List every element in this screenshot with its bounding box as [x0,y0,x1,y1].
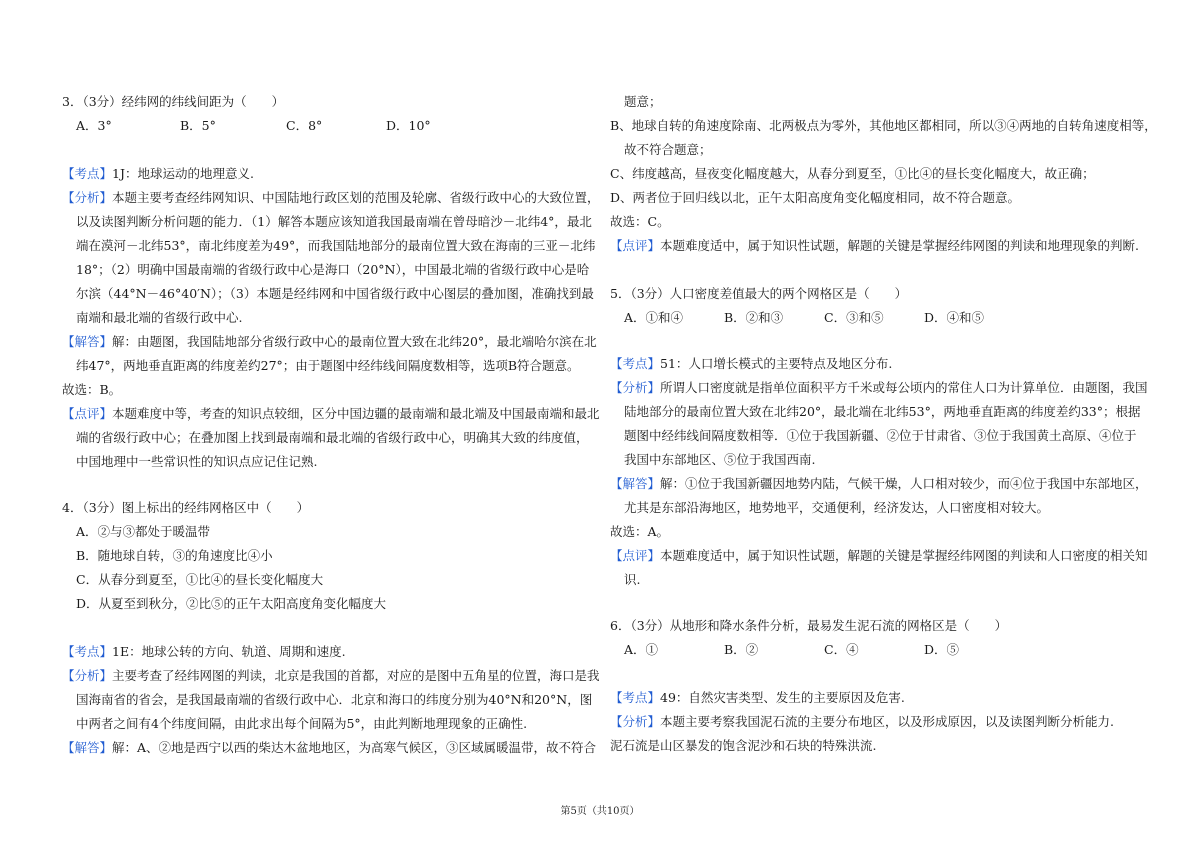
option-a: A．②与③都处于暖温带 [76,524,211,539]
option-c: C．从春分到夏至，①比④的昼长变化幅度大 [76,572,324,587]
q4-fenxi-line: 中两者之间有4个纬度间隔，由此求出每个间隔为5°，由此判断地理现象的正确性. [76,716,528,731]
q5-dianping-line: 【点评】本题难度适中，属于知识性试题，解题的关键是掌握经纬网图的判读和人口密度的相关知 [610,548,1148,563]
option-b: B．② [724,642,759,657]
kaodian-tag: 【考点】 [610,356,661,371]
q3-dianping-line: 中国地理中一些常识性的知识点应记住记熟. [76,454,318,469]
q4-jieda-c: C、纬度越高，昼夜变化幅度越大，从春分到夏至，①比④的昼长变化幅度大，故正确； [610,166,1095,181]
q6-tail: 泥石流是山区暴发的饱含泥沙和石块的特殊洪流. [610,738,877,753]
q4-answer: 故选：C。 [610,214,670,229]
fenxi-tag: 【分析】 [62,190,113,205]
fenxi-tag: 【分析】 [610,714,661,729]
option-c: C．③和⑤ [824,310,884,325]
q5-dianping-line: 识. [624,572,641,587]
q3-dianping-line: 【点评】本题难度中等，考查的知识点较细，区分中国边疆的最南端和最北端及中国最南端和最北 [62,406,600,421]
dianping-tag: 【点评】 [62,406,113,421]
q4-dianping: 【点评】本题难度适中，属于知识性试题，解题的关键是掌握经纬网图的判读和地理现象的判断. [610,238,1139,253]
jieda-tag: 【解答】 [62,740,113,755]
q4-jieda-b: B、地球自转的角速度除南、北两极点为零外，其他地区都相同，所以③④两地的自转角速度相等， [610,118,1157,133]
q4-jieda-b: 故不符合题意； [624,142,712,157]
fenxi-tag: 【分析】 [610,380,661,395]
question-3-options [76,118,431,134]
option-b: B．随地球自转，③的角速度比④小 [76,548,273,563]
q3-kaodian: 【考点】1J：地球运动的地理意义. [62,166,254,181]
q5-fenxi-line: 陆地部分的最南位置大致在北纬20°，最北端在北纬53°，两地垂直距离的纬度差约33°；根据 [624,404,1141,419]
fenxi-tag: 【分析】 [62,668,113,683]
q5-fenxi-line: 题图中经纬线间隔度数相等．①位于我国新疆、②位于甘肃省、③位于我国黄土高原、④位于 [624,428,1137,443]
q5-answer: 故选：A。 [610,524,670,539]
option-b: B．5° [180,118,216,133]
option-d: D．从夏至到秋分，②比⑤的正午太阳高度角变化幅度大 [76,596,387,611]
question-6-options [624,642,959,658]
q3-fenxi-line: 以及读图判断分析问题的能力．（1）解答本题应该知道我国最南端在曾母暗沙－北纬4°，最北 [76,214,592,229]
kaodian-tag: 【考点】 [610,690,661,705]
dianping-tag: 【点评】 [610,548,661,563]
q5-jieda-line: 【解答】解：①位于我国新疆因地势内陆，气候干燥，人口相对较少，而④位于我国中东部地区， [610,476,1148,491]
q3-jieda-line: 纬47°，两地垂直距离的纬度差约27°；由于题图中经纬线间隔度数相等，选项B符合题意。 [76,358,580,373]
question-5-options [624,310,984,326]
q3-fenxi-line: 端在漠河－北纬53°，南北纬度差为49°，而我国陆地部分的最南位置大致在海南的三亚－北纬 [76,238,596,253]
q6-fenxi: 【分析】本题主要考察我国泥石流的主要分布地区，以及形成原因，以及读图判断分析能力. [610,714,1114,729]
option-d: D．10° [386,118,431,133]
q5-kaodian: 【考点】51：人口增长模式的主要特点及地区分布. [610,356,893,371]
option-c: C．8° [286,118,323,133]
q5-fenxi-line: 我国中东部地区、⑤位于我国西南. [624,452,816,467]
option-a: A．① [624,642,659,657]
option-b: B．②和③ [724,310,784,325]
q5-jieda-line: 尤其是东部沿海地区，地势地平，交通便利，经济发达，人口密度相对较大。 [624,500,1050,515]
jieda-tag: 【解答】 [610,476,661,491]
q4-fenxi-line: 【分析】主要考查了经纬网图的判读，北京是我国的首都，对应的是图中五角星的位置，海口是我 [62,668,600,683]
q3-jieda-line: 【解答】解：由题图，我国陆地部分省级行政中心的最南位置大致在北纬20°，最北端哈尔滨在北 [62,334,597,349]
q3-fenxi-line: 18°；（2）明确中国最南端的省级行政中心是海口（20°N），中国最北端的省级行政中心是哈 [76,262,590,277]
q4-kaodian: 【考点】1E：地球公转的方向、轨道、周期和速度. [62,644,346,659]
option-a: A．3° [76,118,112,133]
question-6-stem: 6．（3分）从地形和降水条件分析，最易发生泥石流的网格区是（ ） [610,618,1008,633]
jieda-tag: 【解答】 [62,334,113,349]
question-4-stem: 4．（3分）图上标出的经纬网格区中（ ） [62,500,310,515]
q3-answer: 故选：B。 [62,382,122,397]
option-d: D．⑤ [924,642,960,657]
question-3-stem: 3．（3分）经纬网的纬线间距为（ ） [62,94,285,109]
kaodian-tag: 【考点】 [62,644,113,659]
kaodian-tag: 【考点】 [62,166,113,181]
q3-fenxi-line: 南端和最北端的省级行政中心. [76,310,243,325]
q3-fenxi-line: 【分析】本题主要考查经纬网知识、中国陆地行政区划的范围及轮廓、省级行政中心的大致位置， [62,190,600,205]
q3-dianping-line: 端的省级行政中心；在叠加图上找到最南端和最北端的省级行政中心，明确其大致的纬度值， [76,430,589,445]
q4-fenxi-line: 国海南省的省会，是我国最南端的省级行政中心．北京和海口的纬度分别为40°N和20°N，图 [76,692,593,707]
option-c: C．④ [824,642,859,657]
right-column [610,0,1157,848]
option-a: A．①和④ [624,310,684,325]
q5-fenxi-line: 【分析】所谓人口密度就是指单位面积平方千米或每公顷内的常住人口为计算单位．由题图，我国 [610,380,1148,395]
q4-jieda-line: 【解答】解：A、②地是西宁以西的柴达木盆地地区，为高寒气候区，③区域属暖温带，故不符合 [62,740,597,755]
question-5-stem: 5．（3分）人口密度差值最大的两个网格区是（ ） [610,286,908,301]
page-number-footer: 第5页（共10页） [560,806,640,817]
dianping-tag: 【点评】 [610,238,661,253]
q4-jieda-d: D、两者位于回归线以北，正午太阳高度角变化幅度相同，故不符合题意。 [610,190,1021,205]
q3-fenxi-line: 尔滨（44°N－46°40′N）；（3）本题是经纬网和中国省级行政中心图层的叠加图，准确找到最 [76,286,594,301]
q4-jieda-continued: 题意； [624,94,662,109]
option-d: D．④和⑤ [924,310,985,325]
q6-kaodian: 【考点】49：自然灾害类型、发生的主要原因及危害. [610,690,905,705]
